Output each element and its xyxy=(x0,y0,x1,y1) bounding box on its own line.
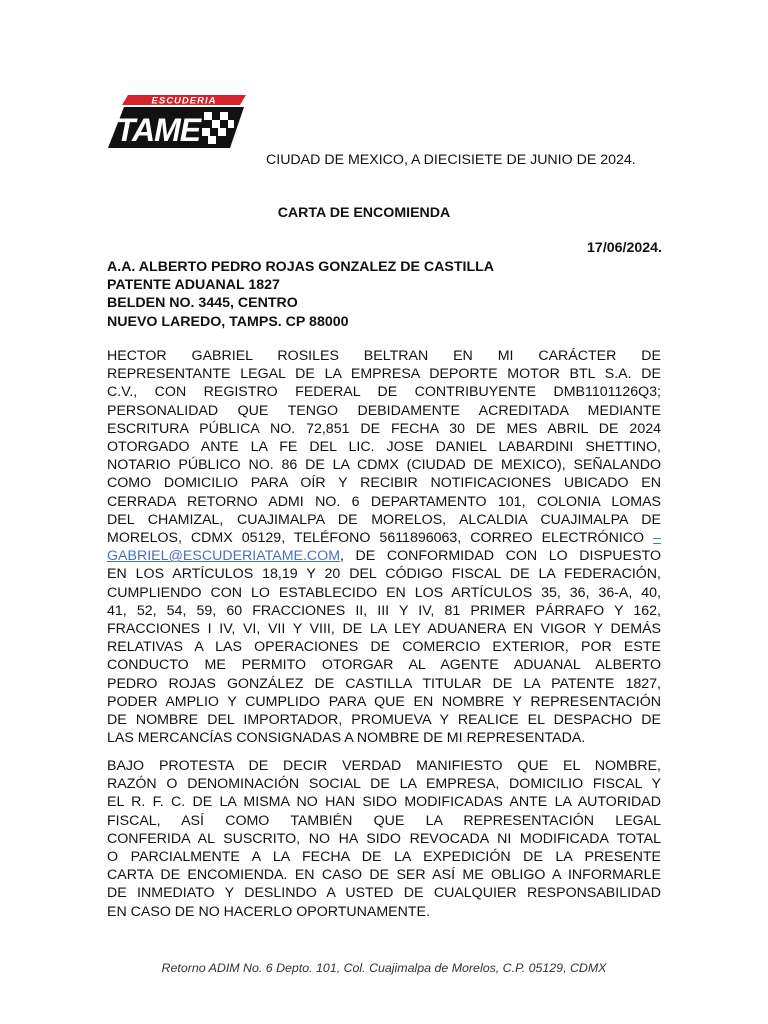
paragraph-line: BAJO PROTESTA DE DECIR VERDAD MANIFIESTO QUE EL NOMBRE, xyxy=(107,758,661,774)
body-paragraph-1 xyxy=(107,347,661,747)
paragraph-line: 41, 52, 54, 59, 60 FRACCIONES II, III Y IV, 81 PRIMER PÁRRAFO Y 162, xyxy=(107,602,661,619)
paragraph-line: PERSONALIDAD QUE TENGO DEBIDAMENTE ACREDITADA MEDIANTE xyxy=(107,402,661,419)
paragraph-line: HECTOR GABRIEL ROSILES BELTRAN EN MI CARÁCTER DE xyxy=(107,348,661,364)
addressee-name: A.A. ALBERTO PEDRO ROJAS GONZALEZ DE CASTILLA xyxy=(107,259,495,275)
paragraph-line: DE INMEDIATO Y DESLINDO A USTED DE CUALQUIER RESPONSABILIDAD xyxy=(107,885,661,902)
footer-address: Retorno ADIM No. 6 Depto. 101, Col. Cuajimalpa de Morelos, C.P. 05129, CDMX xyxy=(161,961,607,975)
paragraph-line: EL R. F. C. DE LA MISMA NO HAN SIDO MODIFICADAS ANTE LA AUTORIDAD xyxy=(107,794,661,811)
paragraph-line: RELATIVAS A LAS OPERACIONES DE COMERCIO EXTERIOR, POR ESTE xyxy=(107,639,661,656)
addressee-block xyxy=(107,258,494,331)
place-date-line: CIUDAD DE MEXICO, A DIECISIETE DE JUNIO DE 2024. xyxy=(266,152,636,168)
paragraph-line: DEL CHAMIZAL, CUAJIMALPA DE MORELOS, ALCALDIA CUAJIMALPA DE xyxy=(107,511,661,528)
paragraph-line: CUMPLIENDO CON LO ESTABLECIDO EN LOS ARTÍCULOS 35, 36, 36-A, 40, xyxy=(107,584,661,601)
escuderia-tame-logo xyxy=(106,92,248,150)
paragraph-line: PEDRO ROJAS GONZÁLEZ DE CASTILLA TITULAR DE LA PATENTE 1827, xyxy=(107,675,661,692)
paragraph-line: COMO DOMICILIO PARA OÍR Y RECIBIR NOTIFICACIONES UBICADO EN xyxy=(107,475,661,492)
paragraph-line: C.V., CON REGISTRO FEDERAL DE CONTRIBUYENTE DMB1101126Q3; xyxy=(107,384,661,401)
paragraph-line: O PARCIALMENTE A LA FECHA DE LA EXPEDICIÓN DE LA PRESENTE xyxy=(107,849,661,866)
paragraph-line: CONDUCTO ME PERMITO OTORGAR AL AGENTE ADUANAL ALBERTO xyxy=(107,657,661,674)
email-link-dash[interactable]: – xyxy=(653,530,661,547)
paragraph-line: LAS MERCANCÍAS CONSIGNADAS A NOMBRE DE MI REPRESENTADA. xyxy=(107,730,586,747)
paragraph-line: CARTA DE ENCOMIENDA. EN CASO DE SER ASÍ ME OBLIGO A INFORMARLE xyxy=(107,867,661,884)
paragraph-line: OTORGADO ANTE LA FE DEL LIC. JOSE DANIEL LABARDINI SHETTINO, xyxy=(107,439,661,456)
paragraph-line: REPRESENTANTE LEGAL DE LA EMPRESA DEPORTE MOTOR BTL S.A. DE xyxy=(107,366,661,383)
paragraph-line: EN LOS ARTÍCULOS 18,19 Y 20 DEL CÓDIGO FISCAL DE LA FEDERACIÓN, xyxy=(107,566,661,583)
paragraph-line: NOTARIO PÚBLICO NO. 86 DE LA CDMX (CIUDAD DE MEXICO), SEÑALANDO xyxy=(107,457,661,474)
paragraph-line: FRACCIONES I IV, VI, VII Y VIII, DE LA LEY ADUANERA EN VIGOR Y DEMÁS xyxy=(107,621,661,638)
paragraph-text: , DE CONFORMIDAD CON LO DISPUESTO xyxy=(340,548,661,565)
addressee-city: NUEVO LAREDO, TAMPS. CP 88000 xyxy=(107,313,349,330)
paragraph-line: ESCRITURA PÚBLICA NO. 72,851 DE FECHA 30 DE MES ABRIL DE 2024 xyxy=(107,420,661,437)
paragraph-line xyxy=(107,547,661,565)
document-date: 17/06/2024. xyxy=(587,240,662,256)
paragraph-line: PODER AMPLIO Y CUMPLIDO PARA QUE EN NOMBRE Y REPRESENTACIÓN xyxy=(107,693,661,710)
paragraph-line: EN CASO DE NO HACERLO OPORTUNAMENTE. xyxy=(107,903,430,920)
document-title: CARTA DE ENCOMIENDA xyxy=(277,205,451,221)
paragraph-text: MORELOS, CDMX 05129, TELÉFONO 5611896063, CORREO ELECTRÓNICO xyxy=(107,530,654,547)
paragraph-line: RAZÓN O DENOMINACIÓN SOCIAL DE LA EMPRESA, DOMICILIO FISCAL Y xyxy=(107,776,661,793)
paragraph-line: DE NOMBRE DEL IMPORTADOR, PROMUEVA Y REALICE EL DESPACHO DE xyxy=(107,712,661,729)
body-paragraph-2 xyxy=(107,757,661,921)
paragraph-line: CERRADA RETORNO ADMI NO. 6 DEPARTAMENTO 101, COLONIA LOMAS xyxy=(107,493,661,510)
paragraph-line: FISCAL, ASÍ COMO TAMBIÉN QUE LA REPRESENTACIÓN LEGAL xyxy=(107,812,661,829)
paragraph-line: CONFERIDA AL SUSCRITO, NO HA SIDO REVOCADA NI MODIFICADA TOTAL xyxy=(107,830,661,847)
logo-main-text: TAME xyxy=(115,112,201,148)
logo-top-text: ESCUDERIA xyxy=(151,95,217,107)
addressee-street: BELDEN NO. 3445, CENTRO xyxy=(107,295,298,312)
addressee-patent: PATENTE ADUANAL 1827 xyxy=(107,277,280,294)
email-link[interactable]: GABRIEL@ESCUDERIATAME.COM xyxy=(107,548,341,565)
paragraph-line xyxy=(107,529,661,547)
